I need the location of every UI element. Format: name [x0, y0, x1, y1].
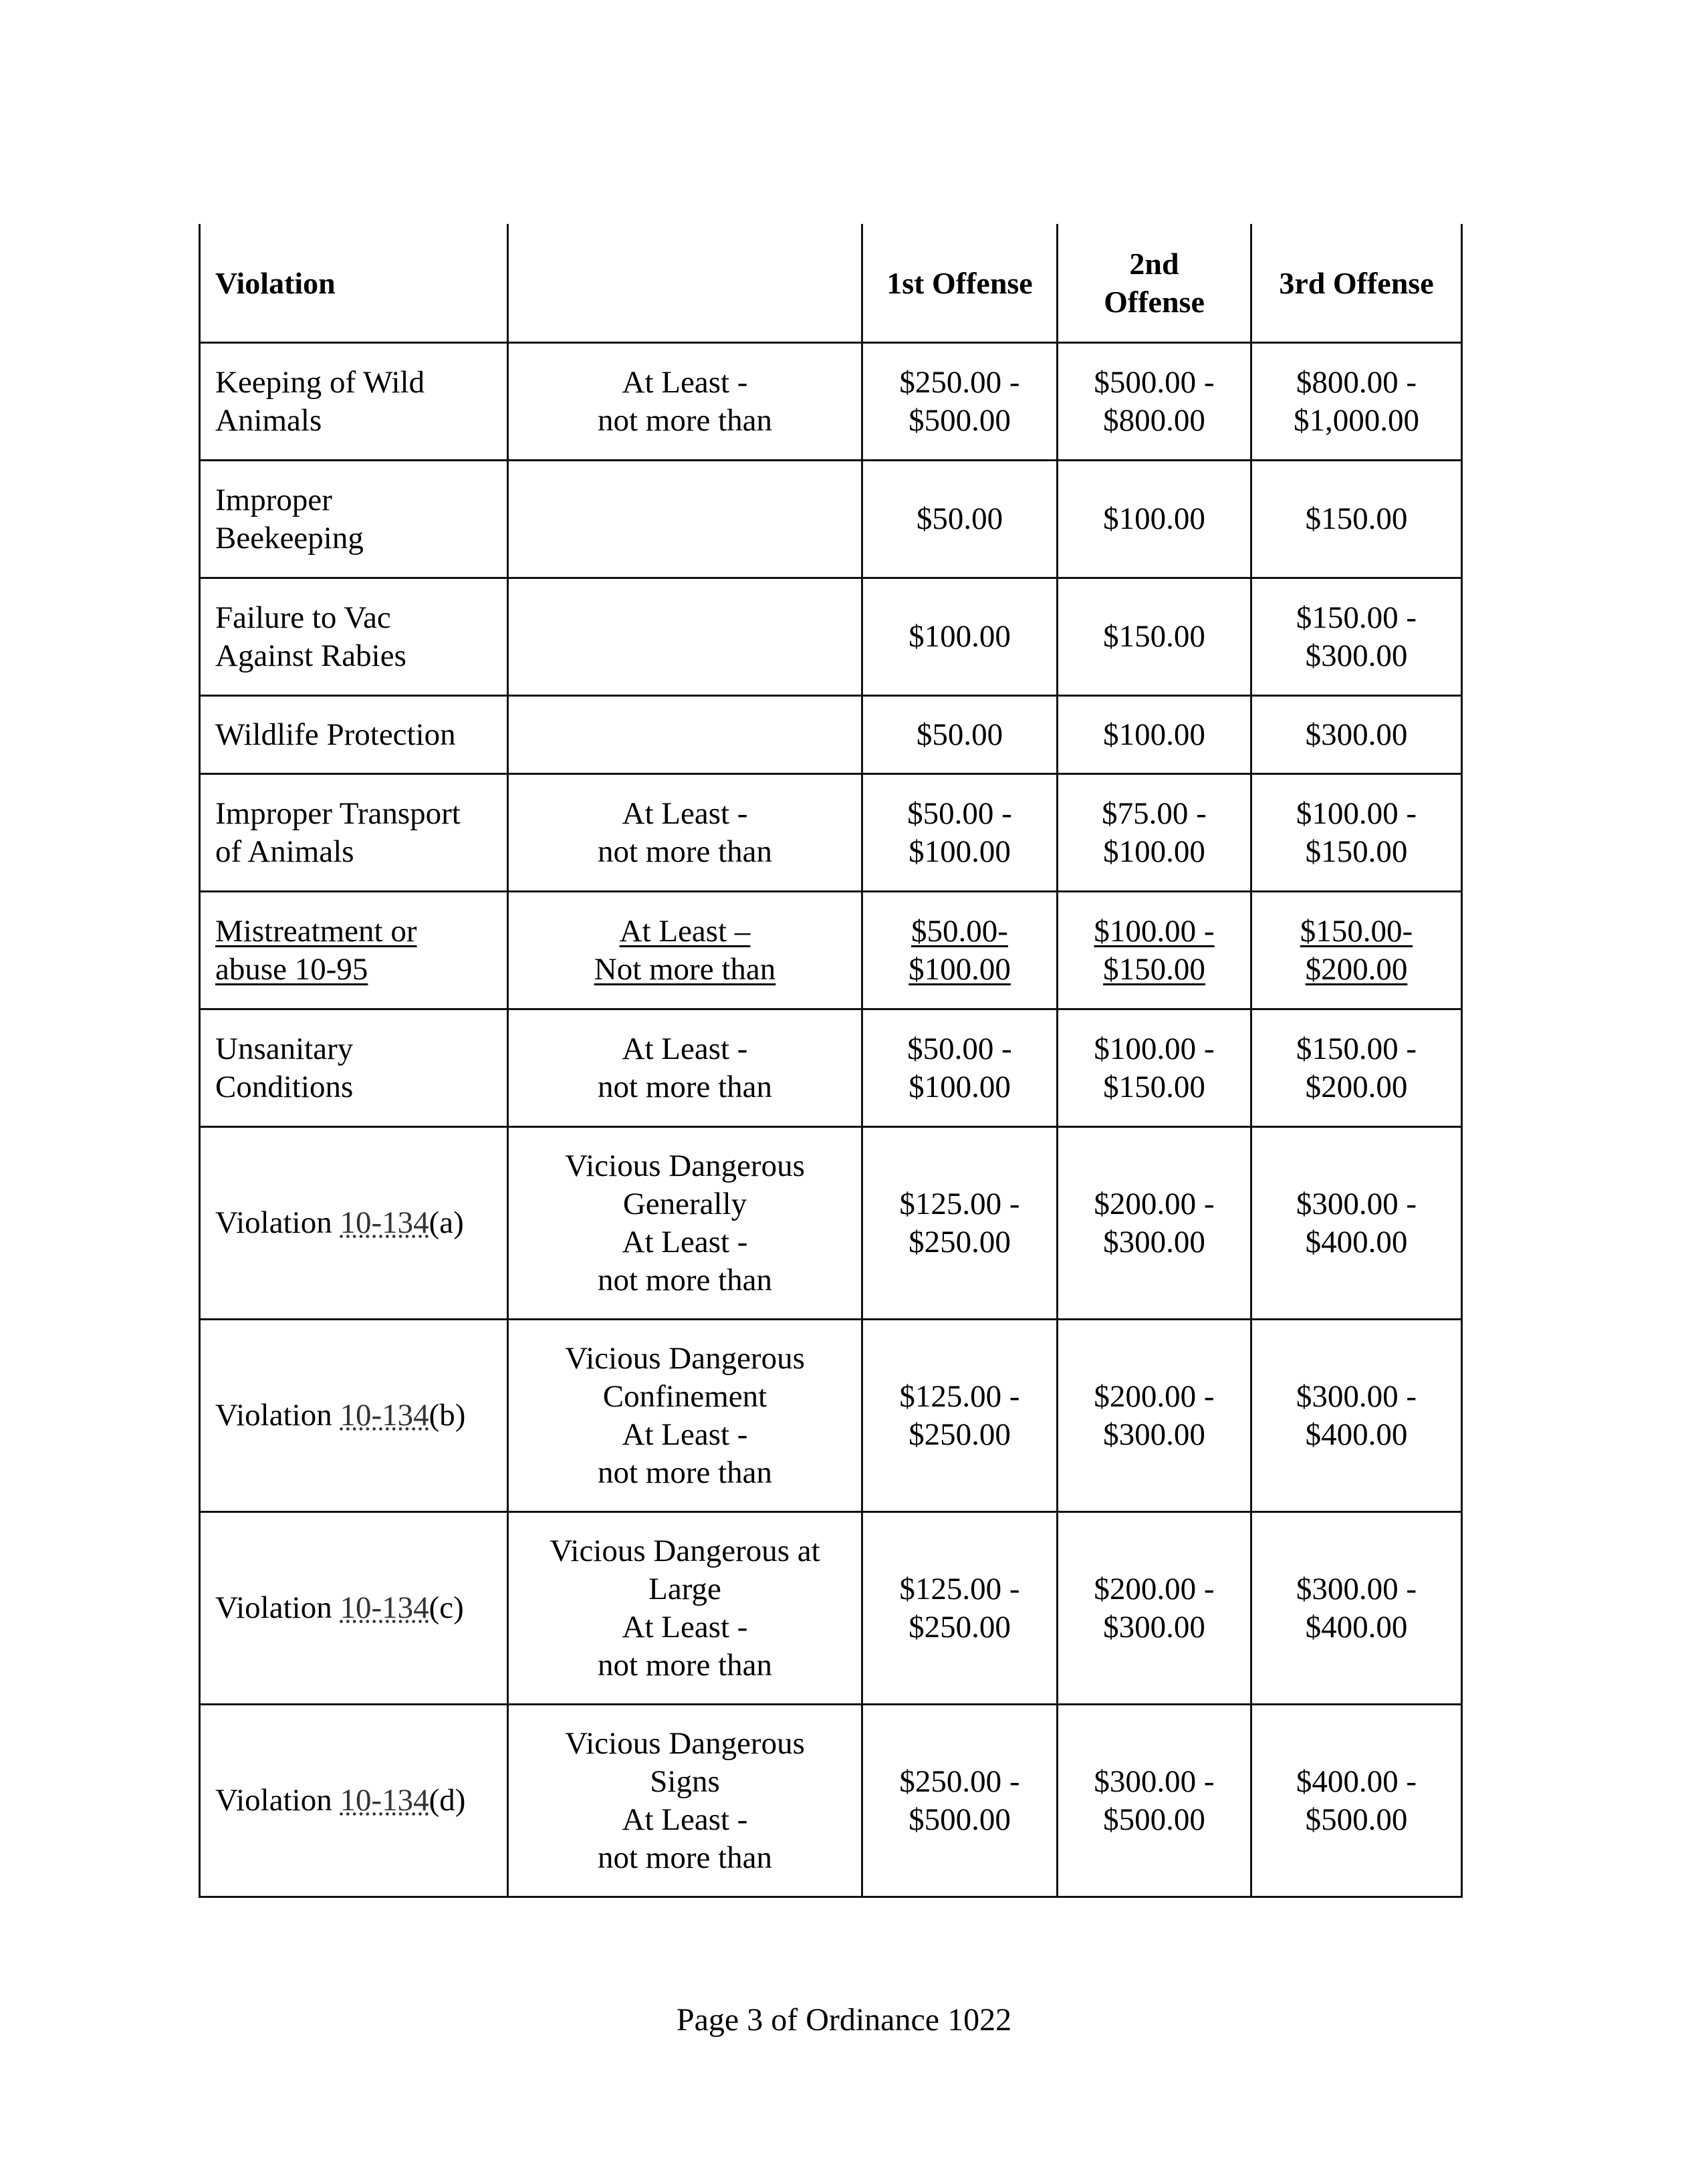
- third-offense-cell-line: $400.00 -: [1296, 1764, 1417, 1799]
- description-cell: [508, 1320, 862, 1512]
- description-cell: [508, 343, 862, 461]
- second-offense-cell-line: $800.00: [1103, 402, 1205, 438]
- description-cell: [508, 892, 862, 1009]
- third-offense-cell: [1251, 461, 1462, 578]
- first-offense-cell: [862, 1705, 1058, 1897]
- table-row: [200, 774, 1462, 892]
- description-cell-line: not more than: [597, 1262, 773, 1298]
- violation-cell: [200, 1127, 508, 1320]
- table-row: [200, 1512, 1462, 1705]
- table-row: [200, 578, 1462, 696]
- description-cell: [508, 1705, 862, 1897]
- third-offense-cell-line: $200.00: [1305, 951, 1408, 987]
- third-offense-cell-line: $400.00: [1305, 1609, 1408, 1645]
- violation-cell: [200, 1705, 508, 1897]
- violation-text: Against Rabies: [215, 638, 406, 673]
- second-offense-cell: [1058, 461, 1251, 578]
- second-offense-cell: [1058, 1705, 1251, 1897]
- description-cell-line: Confinement: [602, 1378, 767, 1414]
- third-offense-cell: [1251, 1127, 1462, 1320]
- page-footer: Page 3 of Ordinance 1022: [676, 2002, 1012, 2038]
- violation-text: [215, 1589, 492, 1627]
- first-offense-cell-line: $125.00 -: [899, 1378, 1020, 1414]
- table-row: [200, 892, 1462, 1009]
- description-cell-line: Vicious Dangerous: [565, 1148, 805, 1183]
- first-offense-cell-line: $50.00 -: [907, 1031, 1012, 1066]
- second-offense-cell-line: $100.00: [1103, 501, 1205, 536]
- violation-text: Mistreatment or: [215, 913, 417, 949]
- violation-text: Improper: [215, 482, 332, 517]
- ordinance-code-link[interactable]: 10-134: [340, 1398, 429, 1433]
- header-2nd-offense-line2: Offense: [1104, 285, 1205, 319]
- first-offense-cell: [862, 1009, 1058, 1127]
- violation-text: abuse 10-95: [215, 951, 368, 987]
- violation-suffix: (a): [429, 1205, 464, 1240]
- table-row: [200, 461, 1462, 578]
- first-offense-cell: [862, 1512, 1058, 1705]
- second-offense-cell: [1058, 1320, 1251, 1512]
- second-offense-cell: [1058, 1009, 1251, 1127]
- description-cell-line: not more than: [597, 1069, 773, 1104]
- third-offense-cell: [1251, 696, 1462, 774]
- third-offense-cell: [1251, 1009, 1462, 1127]
- violation-text: Keeping of Wild: [215, 364, 425, 400]
- description-cell-line: At Least -: [622, 1417, 748, 1452]
- violation-cell: [200, 774, 508, 892]
- second-offense-cell-line: $75.00 -: [1102, 796, 1207, 831]
- ordinance-code-link[interactable]: 10-134: [340, 1783, 429, 1818]
- violation-text: of Animals: [215, 834, 354, 869]
- first-offense-cell: [862, 1320, 1058, 1512]
- first-offense-cell-line: $50.00-: [911, 913, 1008, 949]
- description-cell-line: At Least -: [622, 364, 748, 400]
- third-offense-cell-line: $1,000.00: [1294, 402, 1419, 438]
- violation-text: Conditions: [215, 1069, 354, 1104]
- description-cell-line: not more than: [597, 1840, 773, 1875]
- violation-suffix: (c): [429, 1590, 464, 1625]
- violation-cell: [200, 461, 508, 578]
- third-offense-cell-line: $100.00 -: [1296, 796, 1417, 831]
- violation-cell: [200, 1320, 508, 1512]
- description-cell-line: Generally: [622, 1186, 747, 1221]
- description-cell-line: Signs: [650, 1764, 720, 1799]
- violation-text: Beekeeping: [215, 520, 364, 556]
- table-row: [200, 696, 1462, 774]
- violation-text: Unsanitary: [215, 1031, 354, 1066]
- third-offense-cell-line: $150.00: [1305, 834, 1408, 869]
- description-cell-line: At Least -: [622, 1609, 748, 1645]
- second-offense-cell: [1058, 1512, 1251, 1705]
- first-offense-cell: [862, 343, 1058, 461]
- second-offense-cell: [1058, 343, 1251, 461]
- second-offense-cell: [1058, 892, 1251, 1009]
- description-cell: [508, 1512, 862, 1705]
- second-offense-cell-line: $150.00: [1103, 1069, 1205, 1104]
- third-offense-cell: [1251, 343, 1462, 461]
- second-offense-cell: [1058, 578, 1251, 696]
- first-offense-cell-line: $250.00: [909, 1417, 1011, 1452]
- description-cell: [508, 1127, 862, 1320]
- second-offense-cell-line: $300.00 -: [1094, 1764, 1215, 1799]
- table-header-row: [200, 224, 1462, 343]
- description-cell-line: At Least –: [619, 913, 751, 949]
- third-offense-cell-line: $300.00: [1305, 638, 1408, 673]
- third-offense-cell-line: $150.00: [1305, 501, 1408, 536]
- second-offense-cell: [1058, 696, 1251, 774]
- fine-schedule-table: [199, 224, 1463, 1898]
- second-offense-cell-line: $150.00: [1103, 951, 1205, 987]
- third-offense-cell: [1251, 774, 1462, 892]
- description-cell-line: Large: [648, 1571, 721, 1606]
- first-offense-cell-line: $250.00 -: [899, 1764, 1020, 1799]
- violation-prefix: Violation: [215, 1398, 332, 1433]
- violation-suffix: (d): [429, 1783, 466, 1818]
- table-row: [200, 343, 1462, 461]
- violation-text: Failure to Vac: [215, 600, 391, 635]
- description-cell-line: At Least -: [622, 1224, 748, 1259]
- description-cell-line: not more than: [597, 1455, 773, 1490]
- third-offense-cell-line: $300.00 -: [1296, 1186, 1417, 1221]
- first-offense-cell-line: $50.00: [916, 501, 1003, 536]
- violation-text: Wildlife Protection: [215, 717, 456, 752]
- first-offense-cell-line: $100.00: [909, 834, 1011, 869]
- first-offense-cell: [862, 774, 1058, 892]
- description-cell-line: Vicious Dangerous at: [550, 1533, 820, 1568]
- violation-text: [215, 1204, 492, 1242]
- violation-text: Animals: [215, 402, 322, 438]
- first-offense-cell-line: $500.00: [909, 1802, 1011, 1837]
- table-body: [200, 343, 1462, 1897]
- third-offense-cell-line: $400.00: [1305, 1224, 1408, 1259]
- third-offense-cell-line: $150.00 -: [1296, 1031, 1417, 1066]
- description-cell-line: At Least -: [622, 1031, 748, 1066]
- second-offense-cell-line: $300.00: [1103, 1224, 1205, 1259]
- first-offense-cell: [862, 1127, 1058, 1320]
- ordinance-code-link[interactable]: 10-134: [340, 1205, 429, 1240]
- ordinance-code-link[interactable]: 10-134: [340, 1590, 429, 1625]
- second-offense-cell-line: $500.00: [1103, 1802, 1205, 1837]
- second-offense-cell-line: $100.00: [1103, 717, 1205, 752]
- second-offense-cell-line: $500.00 -: [1094, 364, 1215, 400]
- description-cell-line: Vicious Dangerous: [565, 1340, 805, 1376]
- violation-suffix: (b): [429, 1398, 466, 1433]
- violation-cell: [200, 343, 508, 461]
- second-offense-cell-line: $200.00 -: [1094, 1186, 1215, 1221]
- first-offense-cell: [862, 892, 1058, 1009]
- first-offense-cell: [862, 578, 1058, 696]
- table-row: [200, 1009, 1462, 1127]
- third-offense-cell-line: $150.00-: [1300, 913, 1413, 949]
- second-offense-cell-line: $100.00: [1103, 834, 1205, 869]
- violation-cell: [200, 578, 508, 696]
- description-cell-line: not more than: [597, 1647, 773, 1683]
- third-offense-cell-line: $300.00 -: [1296, 1378, 1417, 1414]
- header-1st-offense: 1st Offense: [862, 224, 1058, 343]
- first-offense-cell-line: $250.00: [909, 1609, 1011, 1645]
- second-offense-cell-line: $200.00 -: [1094, 1571, 1215, 1606]
- violation-cell: [200, 892, 508, 1009]
- description-cell: [508, 774, 862, 892]
- third-offense-cell-line: $200.00: [1305, 1069, 1408, 1104]
- violation-cell: [200, 1512, 508, 1705]
- third-offense-cell: [1251, 1320, 1462, 1512]
- description-cell: [508, 578, 862, 696]
- first-offense-cell-line: $100.00: [909, 619, 1011, 654]
- header-3rd-offense: 3rd Offense: [1251, 224, 1462, 343]
- third-offense-cell-line: $800.00 -: [1296, 364, 1417, 400]
- violation-cell: [200, 1009, 508, 1127]
- first-offense-cell-line: $250.00: [909, 1224, 1011, 1259]
- second-offense-cell-line: $150.00: [1103, 619, 1205, 654]
- first-offense-cell-line: $50.00 -: [907, 796, 1012, 831]
- header-violation: Violation: [200, 224, 508, 343]
- second-offense-cell-line: $100.00 -: [1094, 1031, 1215, 1066]
- table-row: [200, 1127, 1462, 1320]
- description-cell-line: not more than: [597, 402, 773, 438]
- second-offense-cell-line: $100.00 -: [1094, 913, 1215, 949]
- description-cell-line: not more than: [597, 834, 773, 869]
- third-offense-cell-line: $300.00: [1305, 717, 1408, 752]
- violation-prefix: Violation: [215, 1205, 332, 1240]
- table-row: [200, 1320, 1462, 1512]
- violation-text: Improper Transport: [215, 796, 461, 831]
- third-offense-cell: [1251, 892, 1462, 1009]
- first-offense-cell-line: $50.00: [916, 717, 1003, 752]
- violation-prefix: Violation: [215, 1590, 332, 1625]
- description-cell-line: At Least -: [622, 796, 748, 831]
- description-cell: [508, 1009, 862, 1127]
- first-offense-cell: [862, 696, 1058, 774]
- second-offense-cell-line: $300.00: [1103, 1417, 1205, 1452]
- violation-text: [215, 1397, 492, 1435]
- first-offense-cell-line: $100.00: [909, 951, 1011, 987]
- third-offense-cell-line: $400.00: [1305, 1417, 1408, 1452]
- violation-prefix: Violation: [215, 1783, 332, 1818]
- third-offense-cell-line: $150.00 -: [1296, 600, 1417, 635]
- second-offense-cell: [1058, 774, 1251, 892]
- first-offense-cell-line: $250.00 -: [899, 364, 1020, 400]
- table-row: [200, 1705, 1462, 1897]
- third-offense-cell-line: $500.00: [1305, 1802, 1408, 1837]
- second-offense-cell-line: $300.00: [1103, 1609, 1205, 1645]
- second-offense-cell-line: $200.00 -: [1094, 1378, 1215, 1414]
- header-2nd-offense: [1058, 224, 1251, 343]
- header-description: [508, 224, 862, 343]
- violation-cell: [200, 696, 508, 774]
- first-offense-cell-line: $500.00: [909, 402, 1011, 438]
- first-offense-cell-line: $125.00 -: [899, 1186, 1020, 1221]
- description-cell: [508, 696, 862, 774]
- description-cell-line: Vicious Dangerous: [565, 1725, 805, 1761]
- second-offense-cell: [1058, 1127, 1251, 1320]
- violation-text: [215, 1782, 492, 1820]
- third-offense-cell-line: $300.00 -: [1296, 1571, 1417, 1606]
- third-offense-cell: [1251, 578, 1462, 696]
- description-cell-line: At Least -: [622, 1802, 748, 1837]
- description-cell: [508, 461, 862, 578]
- description-cell-line: Not more than: [594, 951, 776, 987]
- third-offense-cell: [1251, 1512, 1462, 1705]
- first-offense-cell: [862, 461, 1058, 578]
- header-2nd-offense-line1: 2nd: [1129, 247, 1179, 281]
- first-offense-cell-line: $125.00 -: [899, 1571, 1020, 1606]
- third-offense-cell: [1251, 1705, 1462, 1897]
- first-offense-cell-line: $100.00: [909, 1069, 1011, 1104]
